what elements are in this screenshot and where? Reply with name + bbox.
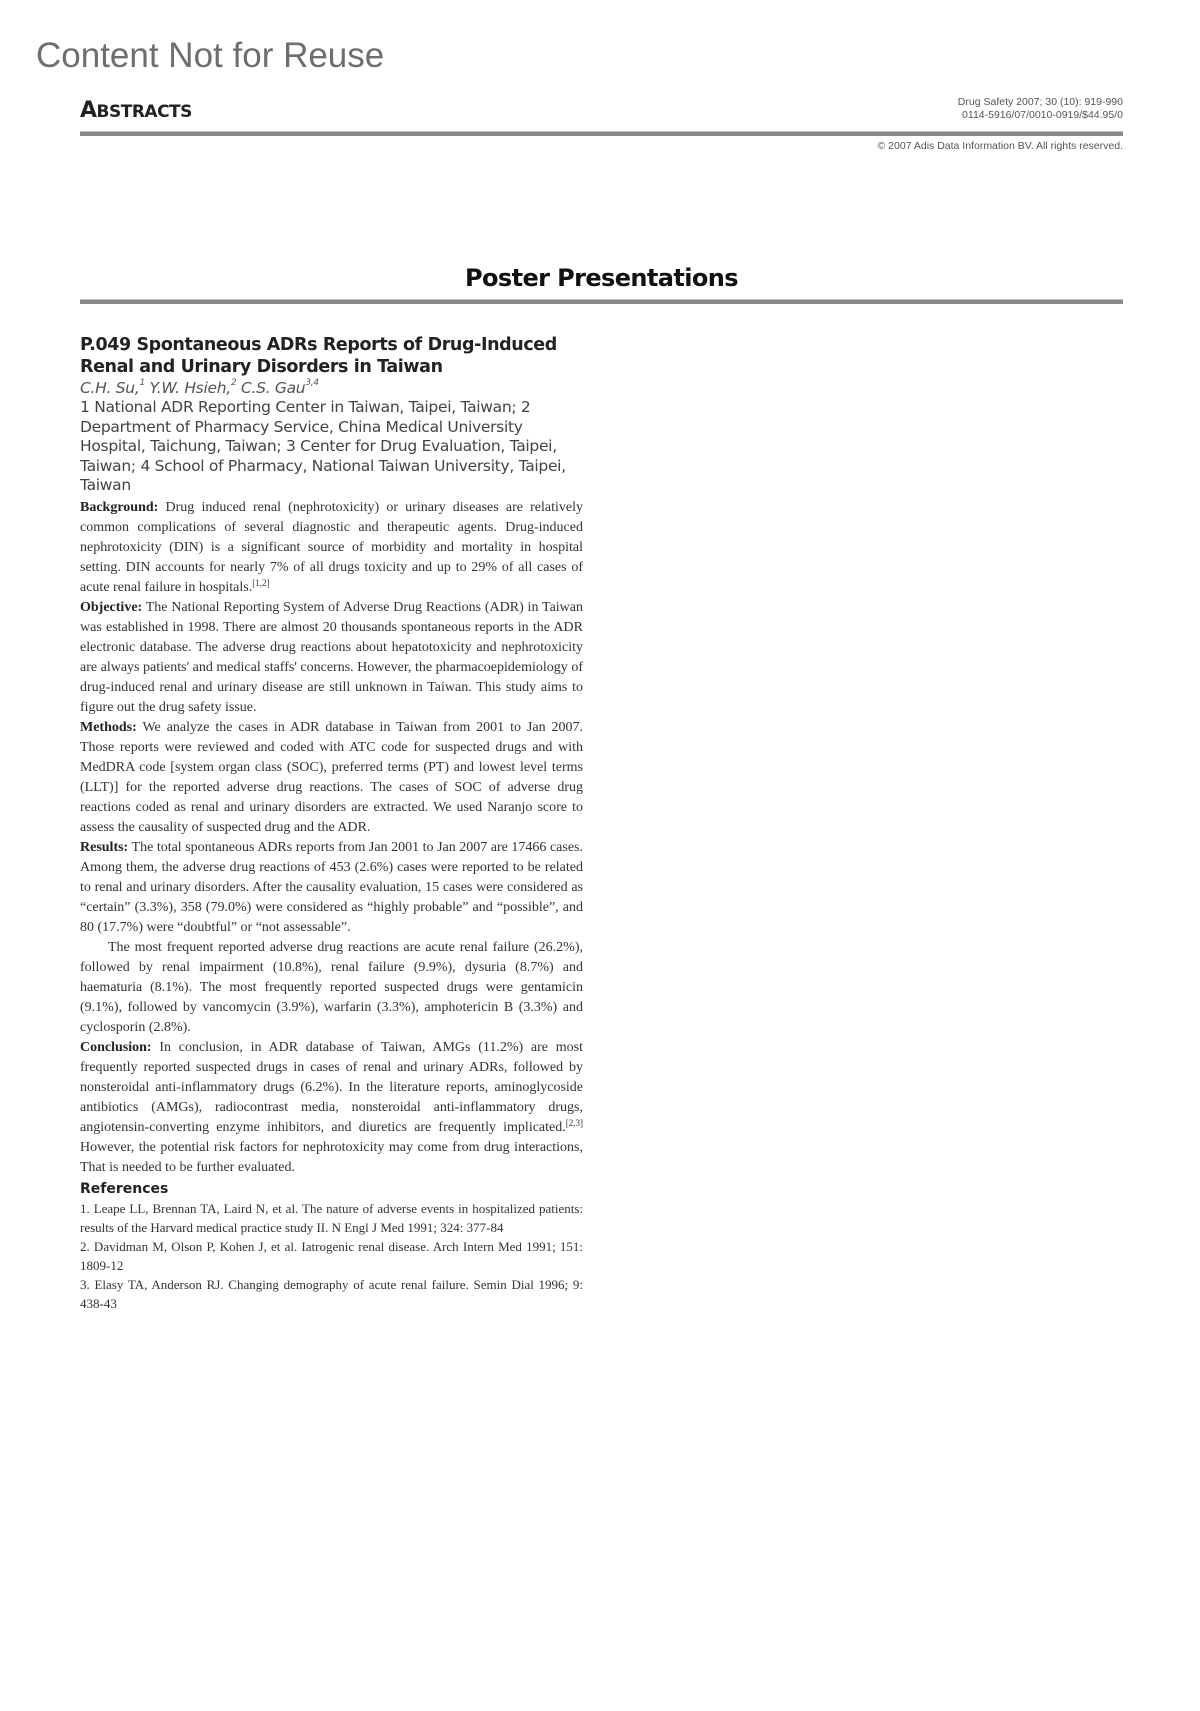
header-rule xyxy=(80,131,1123,136)
citation: [2,3] xyxy=(565,1117,583,1128)
background-text: Drug induced renal (nephrotoxicity) or urinary diseases are relatively common complications of several diagnostic and therapeutic agents. Drug-induced nephrotoxicity (DIN) is a significant source of morbidity and mortality in hospital setting. DIN accounts for nearly 7% of all drugs toxicity and up to 29% of all cases of acute renal failure in hospitals. xyxy=(80,499,583,595)
section-label-initial: A xyxy=(80,98,97,123)
objective-paragraph xyxy=(80,598,583,718)
section-label xyxy=(80,98,192,123)
reference-item: 3. Elasy TA, Anderson RJ. Changing demography of acute renal failure. Semin Dial 1996; 9: 438-43 xyxy=(80,1276,583,1311)
results-label: Results: xyxy=(80,839,129,855)
results-paragraph xyxy=(80,838,583,938)
affiliations: 1 National ADR Reporting Center in Taiwan, Taipei, Taiwan; 2 Department of Pharmacy Service, China Medical University Hospital, Taichung, Taiwan; 3 Center for Drug Evaluation, Taipei, Taiwan; 4 School of Pharmacy, National Taiwan University, Taipei, Taiwan xyxy=(80,398,566,494)
citation: [1,2] xyxy=(252,577,270,588)
background-paragraph xyxy=(80,498,583,598)
methods-paragraph xyxy=(80,718,583,838)
author-affiliation-mark: 2 xyxy=(230,378,237,388)
journal-citation xyxy=(958,96,1123,122)
conclusion-text-continued: However, the potential risk factors for nephrotoxicity may come from drug interactions, That is needed to be further evaluated. xyxy=(80,1139,583,1175)
conclusion-paragraph xyxy=(80,1038,583,1178)
journal-line-2: 0114-5916/07/0010-0919/$44.95/0 xyxy=(962,109,1123,121)
reference-item: 2. Davidman M, Olson P, Kohen J, et al. Iatrogenic renal disease. Arch Intern Med 1991; 151: 1809-12 xyxy=(80,1238,583,1273)
copyright: © 2007 Adis Data Information BV. All rights reserved. xyxy=(877,140,1123,152)
authors xyxy=(80,378,583,398)
abstract-title: P.049 Spontaneous ADRs Reports of Drug-Induced Renal and Urinary Disorders in Taiwan xyxy=(80,335,557,377)
background-label: Background: xyxy=(80,499,159,515)
author: C.H. Su, xyxy=(80,379,140,397)
author-affiliation-mark: 3,4 xyxy=(305,378,319,388)
methods-text: We analyze the cases in ADR database in Taiwan from 2001 to Jan 2007. Those reports were reviewed and coded with ATC code for suspected drugs and with MedDRA code [system organ class (SOC), preferred terms (PT) and lowest level terms (LLT)] for the reported adverse drug reactions. The cases of SOC of adverse drug reactions coded as renal and urinary disorders are extracted. We used Naranjo score to assess the causality of suspected drug and the ADR. xyxy=(80,719,583,835)
objective-label: Objective: xyxy=(80,599,143,615)
methods-label: Methods: xyxy=(80,719,137,735)
conclusion-text: In conclusion, in ADR database of Taiwan, AMGs (11.2%) are most frequently reported suspected drugs in cases of renal and urinary ADRs, followed by nonsteroidal anti-inflammatory drugs (6.2%). In the literature reports, aminoglycoside antibiotics (AMGs), radiocontrast media, nonsteroidal anti-inflammatory drugs, angiotensin-converting enzyme inhibitors, and diuretics are frequently implicated. xyxy=(80,1039,583,1135)
author-affiliation-mark: 1 xyxy=(139,378,145,388)
conclusion-label: Conclusion: xyxy=(80,1039,152,1055)
reference-item: 1. Leape LL, Brennan TA, Laird N, et al. The nature of adverse events in hospitalized patients: results of the Harvard medical practice study II. N Engl J Med 1991; 324: 377-84 xyxy=(80,1200,583,1235)
references-heading: References xyxy=(80,1180,169,1197)
journal-line-1: Drug Safety 2007; 30 (10): 919-990 xyxy=(957,96,1123,108)
author: Y.W. Hsieh, xyxy=(144,379,231,397)
section-rule xyxy=(80,299,1123,304)
section-label-rest: BSTRACTS xyxy=(96,102,192,122)
section-title: Poster Presentations xyxy=(465,264,738,292)
results-text: The total spontaneous ADRs reports from Jan 2001 to Jan 2007 are 17466 cases. Among them, the adverse drug reactions of 453 (2.6%) cases were reported to be related to renal and urinary disorders. After the causality evaluation, 15 cases were considered as “certain” (3.3%), 358 (79.0%) were considered as “highly probable” and “possible”, and 80 (17.7%) were “doubtful” or “not assessable”. xyxy=(80,839,583,935)
abstract-column xyxy=(80,334,583,1313)
objective-text: The National Reporting System of Adverse Drug Reactions (ADR) in Taiwan was established in 1998. There are almost 20 thousands spontaneous reports in the ADR electronic database. The adverse drug reactions about hepatotoxicity and nephrotoxicity are always patients' and medical staffs' concerns. However, the pharmacoepidemiology of drug-induced renal and urinary disease are still unknown in Taiwan. This study aims to figure out the drug safety issue. xyxy=(80,599,583,715)
author: C.S. Gau xyxy=(236,379,306,397)
results-paragraph-2: The most frequent reported adverse drug reactions are acute renal failure (26.2%), followed by renal impairment (10.8%), renal failure (9.9%), dysuria (8.7%) and haematuria (8.1%). The most frequently reported suspected drugs were gentamicin (9.1%), followed by vancomycin (3.9%), warfarin (3.3%), amphotericin B (3.3%) and cyclosporin (2.8%). xyxy=(80,939,583,1035)
watermark: Content Not for Reuse xyxy=(36,36,385,75)
